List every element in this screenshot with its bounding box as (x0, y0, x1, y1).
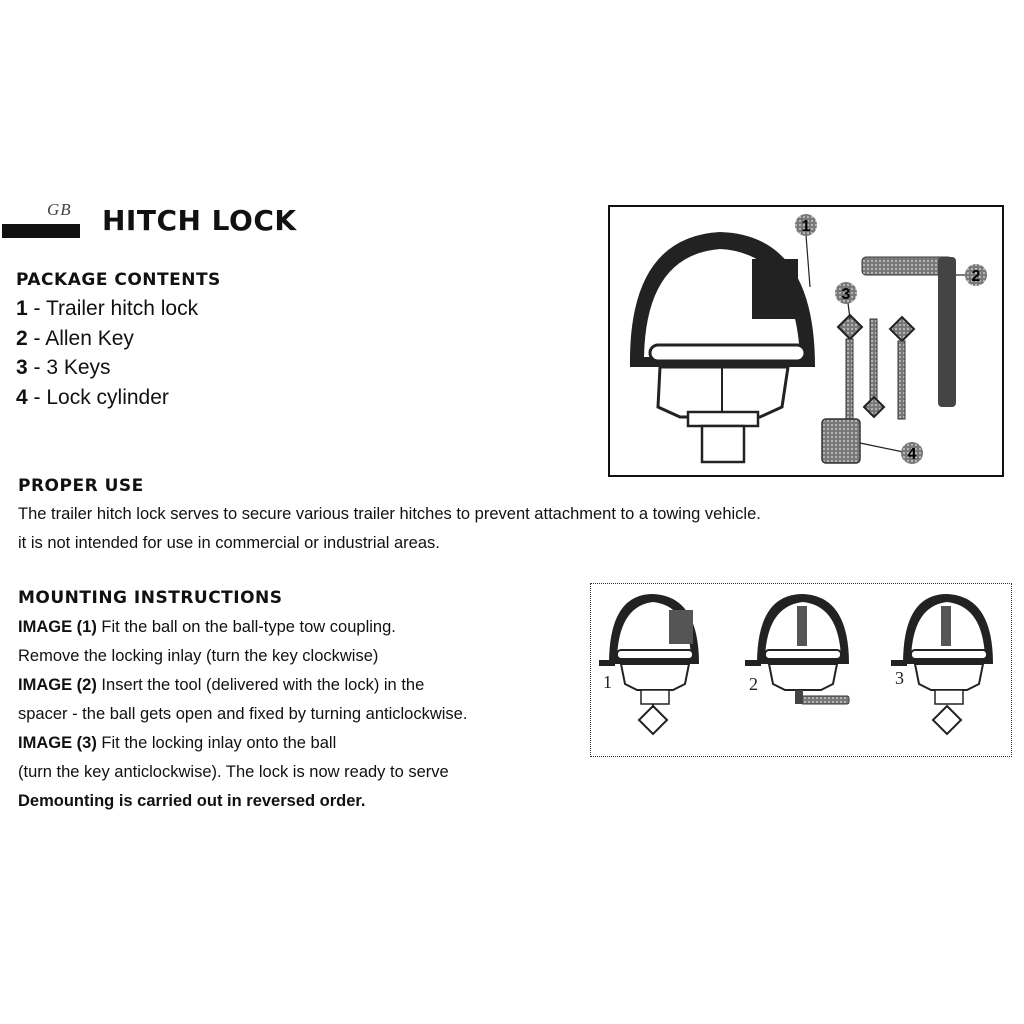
callout-4 (901, 442, 923, 464)
proper-use-line: it is not intended for use in commercial or industrial areas. (18, 534, 440, 552)
step-1-drawing (599, 594, 699, 734)
step-label: IMAGE (2) (18, 676, 97, 694)
item-number: 1 (16, 297, 28, 320)
closing-text: Demounting is carried out in reversed order. (18, 792, 366, 810)
step-line (18, 671, 588, 700)
parts-illustration (610, 207, 1002, 475)
list-item (16, 383, 198, 413)
step-3-drawing (891, 594, 993, 734)
callout-3 (835, 282, 857, 304)
list-item (16, 294, 198, 324)
step-number: 3 (895, 668, 904, 688)
item-text: - Trailer hitch lock (33, 297, 199, 320)
lock-cylinder-drawing (822, 419, 860, 463)
step-line (18, 700, 588, 729)
closing-line (18, 787, 588, 816)
page-title: HITCH LOCK (102, 204, 297, 237)
item-text: - Lock cylinder (33, 385, 169, 409)
callout-1 (795, 214, 817, 236)
item-number: 4 (16, 385, 28, 409)
proper-use-line: The trailer hitch lock serves to secure various trailer hitches to prevent attachment to a towing vehicle. (18, 505, 761, 523)
mounting-steps (18, 613, 588, 816)
mounting-steps-illustration (591, 584, 1011, 756)
step-line (18, 642, 588, 671)
item-text: - 3 Keys (33, 356, 111, 379)
mounting-heading: MOUNTING INSTRUCTIONS (18, 588, 283, 608)
callout-number: 1 (801, 218, 811, 235)
language-bar (2, 224, 80, 238)
step-label: IMAGE (3) (18, 734, 97, 752)
keys-drawing (838, 315, 914, 419)
step-text: Fit the locking inlay onto the ball (96, 734, 337, 752)
language-code: GB (47, 200, 72, 219)
step-2-drawing (745, 594, 849, 704)
callout-number: 4 (907, 446, 917, 463)
proper-use-text (18, 500, 1008, 558)
step-number: 1 (603, 672, 612, 692)
mounting-steps-figure (590, 583, 1012, 757)
step-text: (turn the key anticlockwise). The lock is now ready to serve (18, 763, 449, 781)
step-text: spacer - the ball gets open and fixed by turning anticlockwise. (18, 705, 468, 723)
callout-2 (965, 264, 987, 286)
step-line (18, 729, 588, 758)
callout-number: 3 (841, 286, 851, 303)
callout-number: 2 (971, 268, 981, 285)
item-text: - Allen Key (33, 326, 134, 350)
step-line (18, 613, 588, 642)
list-item (16, 353, 198, 383)
parts-figure (608, 205, 1004, 477)
hitch-lock-drawing (630, 232, 815, 462)
step-text: Remove the locking inlay (turn the key clockwise) (18, 647, 379, 665)
list-item (16, 324, 198, 354)
step-number: 2 (749, 674, 758, 694)
step-label: IMAGE (1) (18, 618, 97, 636)
proper-use-heading: PROPER USE (18, 476, 144, 496)
step-line (18, 758, 588, 787)
package-contents-heading: PACKAGE CONTENTS (16, 270, 221, 290)
step-text: Fit the ball on the ball-type tow coupling. (96, 618, 396, 636)
item-number: 2 (16, 326, 28, 350)
step-text: Insert the tool (delivered with the lock) in the (96, 676, 425, 694)
package-contents-list (16, 294, 198, 412)
item-number: 3 (16, 356, 28, 379)
